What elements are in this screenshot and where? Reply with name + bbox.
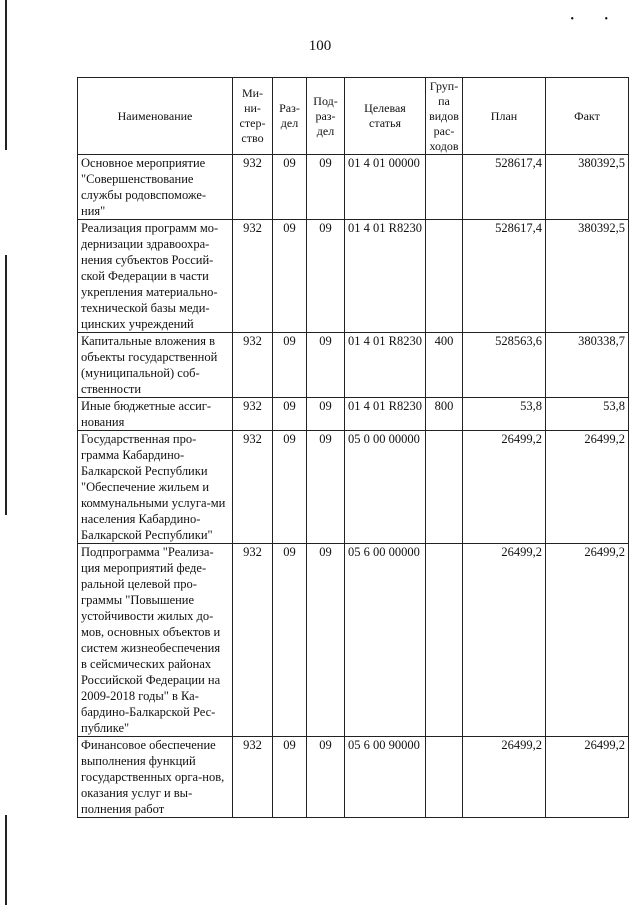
row-target-cell: 01 4 01 00000 [345,155,426,220]
row-target-cell: 01 4 01 R8230 [345,333,426,398]
header-name: Наименование [78,78,233,155]
row-expense-group-cell [426,737,463,818]
row-plan-cell: 528617,4 [463,155,546,220]
row-ministry-cell: 932 [233,398,273,431]
row-plan-cell: 528563,6 [463,333,546,398]
row-subsection-cell: 09 [307,220,345,333]
row-expense-group-cell [426,544,463,737]
row-name-cell: Финансовое обеспечение выполнения функций государственных орга-нов, оказания услуг и вы-полнения работ [78,737,233,818]
row-subsection-cell: 09 [307,398,345,431]
row-name-cell: Подпрограмма "Реализа-ция мероприятий феде-ральной целевой про-граммы "Повышение устойчивости жилых до-мов, основных объектов и систем жизнеобеспечения в сейсмических районах Российской Федерации на 2009-2018 годы" в Ка-бардино-Балкарской Рес-публике" [78,544,233,737]
corner-marks: • • [570,14,622,25]
row-target-cell: 05 6 00 00000 [345,544,426,737]
row-ministry-cell: 932 [233,544,273,737]
row-expense-group-cell [426,155,463,220]
row-plan-cell: 53,8 [463,398,546,431]
row-subsection-cell: 09 [307,544,345,737]
row-section-cell: 09 [273,333,307,398]
row-name-cell: Реализация программ мо-дернизации здравоохра-нения субъектов Россий-ской Федерации в части укрепления материально-технической базы меди-цинских учреждений [78,220,233,333]
table-row [78,737,629,818]
row-subsection-cell: 09 [307,431,345,544]
row-plan-cell: 26499,2 [463,737,546,818]
row-plan-cell: 26499,2 [463,544,546,737]
budget-table [77,77,629,818]
table-row [78,431,629,544]
row-expense-group-cell: 400 [426,333,463,398]
row-target-cell: 05 0 00 00000 [345,431,426,544]
header-target-article: Целевая статья [345,78,426,155]
row-plan-cell: 528617,4 [463,220,546,333]
table-row [78,220,629,333]
row-target-cell: 01 4 01 R8230 [345,220,426,333]
row-section-cell: 09 [273,737,307,818]
row-fact-cell: 380392,5 [546,220,629,333]
row-name-cell: Государственная про-грамма Кабардино-Балкарской Республики "Обеспечение жильем и коммунальными услуга-ми населения Кабардино-Балкарской Республики" [78,431,233,544]
row-expense-group-cell [426,431,463,544]
row-fact-cell: 26499,2 [546,544,629,737]
row-ministry-cell: 932 [233,333,273,398]
row-plan-cell: 26499,2 [463,431,546,544]
row-name-cell: Иные бюджетные ассиг-нования [78,398,233,431]
row-name-cell: Капитальные вложения в объекты государственной (муниципальной) соб-ственности [78,333,233,398]
row-ministry-cell: 932 [233,431,273,544]
table-row [78,544,629,737]
row-ministry-cell: 932 [233,220,273,333]
row-subsection-cell: 09 [307,155,345,220]
row-target-cell: 05 6 00 90000 [345,737,426,818]
row-ministry-cell: 932 [233,155,273,220]
row-expense-group-cell [426,220,463,333]
row-name-cell: Основное мероприятие "Совершенствование службы родовспоможе-ния" [78,155,233,220]
row-section-cell: 09 [273,220,307,333]
page-number: 100 [308,38,332,54]
table-body [78,155,629,818]
row-subsection-cell: 09 [307,737,345,818]
row-subsection-cell: 09 [307,333,345,398]
header-expense-group: Груп- па видов рас- ходов [426,78,463,155]
row-section-cell: 09 [273,544,307,737]
header-plan: План [463,78,546,155]
table-row [78,155,629,220]
header-fact: Факт [546,78,629,155]
header-section: Раз- дел [273,78,307,155]
row-section-cell: 09 [273,155,307,220]
row-fact-cell: 380338,7 [546,333,629,398]
header-subsection: Под- раз- дел [307,78,345,155]
row-fact-cell: 26499,2 [546,431,629,544]
row-expense-group-cell: 800 [426,398,463,431]
row-fact-cell: 380392,5 [546,155,629,220]
table-header-row [78,78,629,155]
scan-edge-line-left-bottom [5,815,7,905]
row-section-cell: 09 [273,398,307,431]
row-section-cell: 09 [273,431,307,544]
scan-edge-line-left-mid [5,255,7,515]
row-target-cell: 01 4 01 R8230 [345,398,426,431]
table-row [78,398,629,431]
row-fact-cell: 26499,2 [546,737,629,818]
header-ministry: Ми- ни- стер- ство [233,78,273,155]
row-ministry-cell: 932 [233,737,273,818]
table-row [78,333,629,398]
scan-edge-line-left-top [5,0,7,150]
row-fact-cell: 53,8 [546,398,629,431]
